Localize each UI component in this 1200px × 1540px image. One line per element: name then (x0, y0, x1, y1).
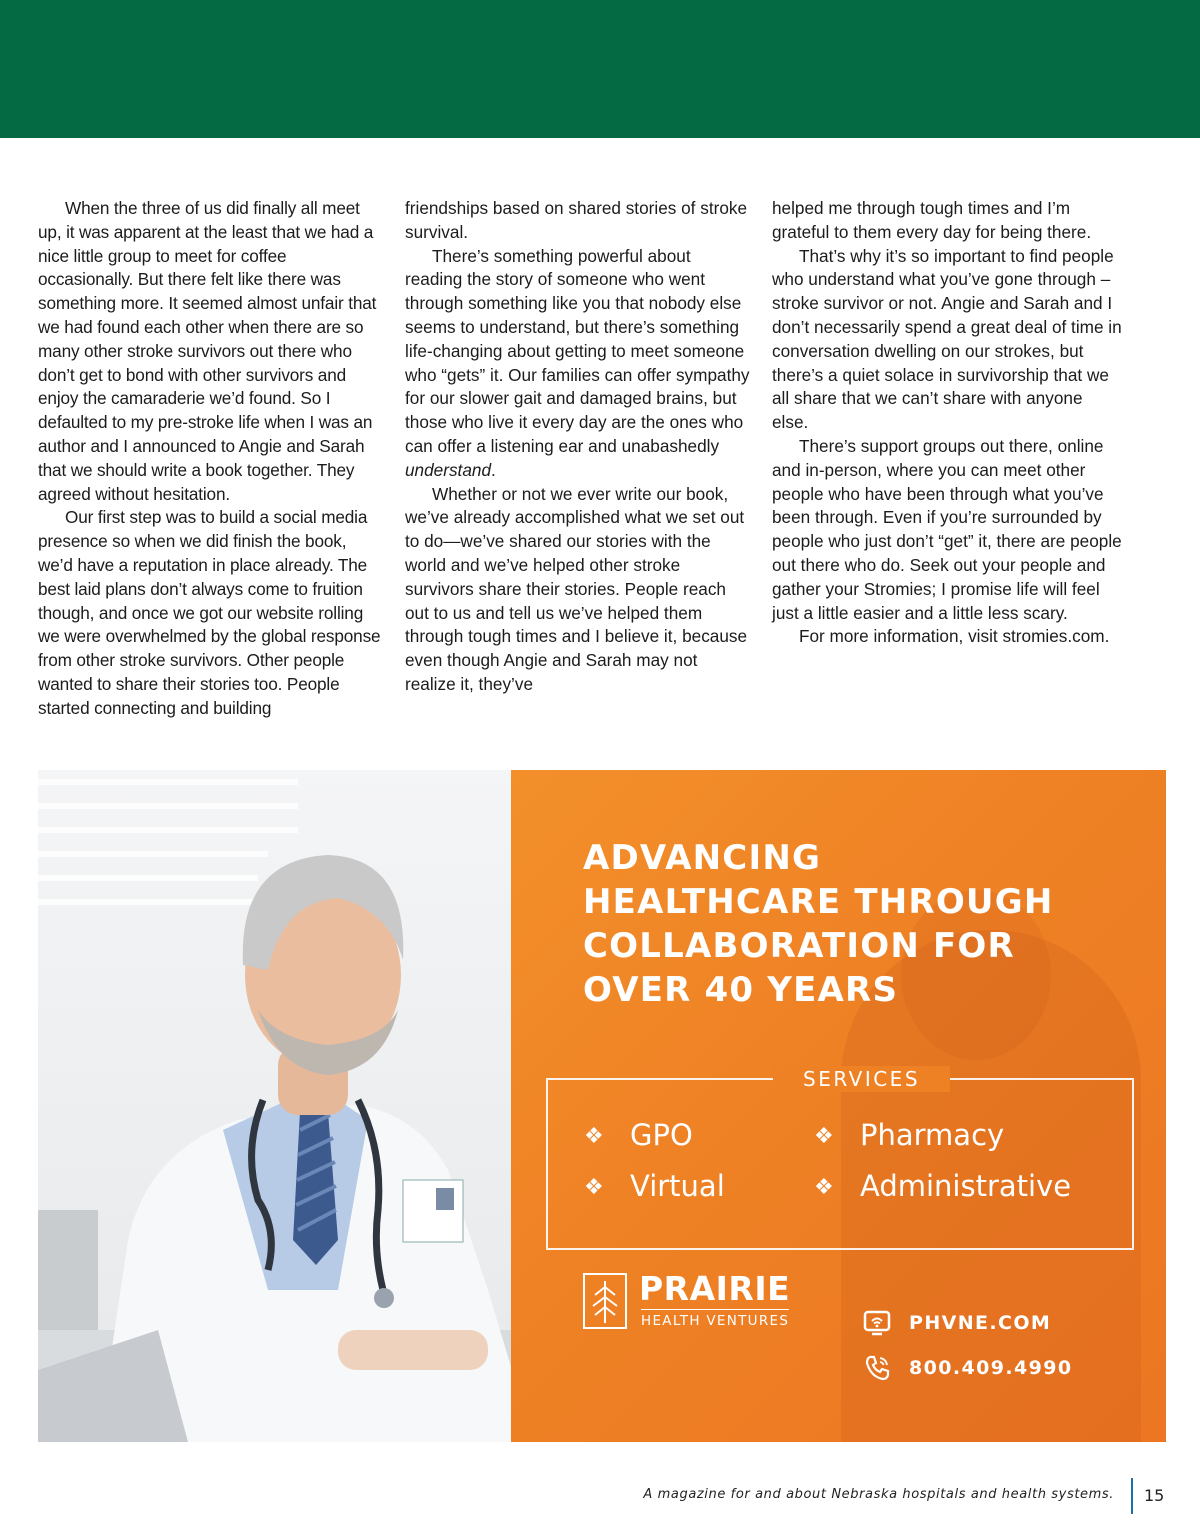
emphasized-word: understand (405, 459, 492, 480)
headline-line: COLLABORATION FOR (583, 926, 1015, 966)
headline-line: OVER 40 YEARS (583, 970, 899, 1010)
logo-name: PRAIRIE (639, 1269, 791, 1308)
paragraph: Whether or not we ever write our book, we’ve already accomplished what we set out to do—we’ve shared our stories with the world and we’ve helped other stroke survivors share their stories. People reach out to us and tell us we’ve helped them through tough times and I believe it, because even though Angie and Sarah may not realize it, they’ve (405, 483, 748, 694)
ad-headline (583, 836, 1143, 1012)
website-text[interactable]: PHVNE.COM (909, 1312, 1052, 1334)
logo-subtitle: HEALTH VENTURES (641, 1309, 789, 1329)
footer-tagline: A magazine for and about Nebraska hospitals and health systems. (643, 1487, 1114, 1502)
wheat-logo-icon (583, 1273, 627, 1329)
article-column-3 (772, 197, 1122, 649)
article-column-2 (405, 197, 750, 697)
headline-line: HEALTHCARE THROUGH (583, 882, 1054, 922)
service-label: GPO (630, 1118, 693, 1152)
header-band (0, 0, 1200, 138)
paragraph-text: There’s something powerful about reading the story of someone who went through something like you that nobody else seems to understand, but there’s something life-changing about getting to meet someone who “gets” it. Our families can offer sympathy for our slower gait and damaged brains, but those who live it every day are the ones who can offer a listening ear and unabashedly (405, 245, 750, 456)
article-body (38, 197, 1168, 732)
paragraph: Our first step was to build a social media presence so when we did finish the book, we’d have a reputation in place already. The best laid plans don’t always come to fruition though, and once we got our website rolling we were overwhelmed by the global response from other stroke survivors. Other people wanted to share their stories too. People started connecting and building (38, 507, 381, 718)
prairie-logo (583, 1269, 793, 1337)
diamond-bullet-icon: ❖ (584, 1175, 604, 1200)
page-number: 15 (1144, 1486, 1165, 1505)
page-footer (0, 1486, 1200, 1510)
services-box (546, 1067, 1134, 1250)
paragraph: When the three of us did finally all meet up, it was apparent at the least that we had a nice little group to meet for coffee occasionally. But there felt like there was something more. It seemed almost unfair that we had found each other when there are so many other stroke survivors out there who don’t get to bond with other survivors and enjoy the camaraderie we’d found. So I defaulted to my pre-stroke life when I was an author and I announced to Angie and Sarah that we should write a book together. They agreed without hesitation. (38, 198, 377, 504)
headline-line: ADVANCING (583, 838, 822, 878)
footer-divider (1131, 1478, 1133, 1514)
article-column-1 (38, 197, 382, 721)
service-item-virtual (584, 1169, 725, 1205)
paragraph: There’s support groups out there, online and in-person, where you can meet other people who have been through what you’ve been through. Even if you’re surrounded by people who just don’t “get” it, there are people out there who do. Seek out your people and gather your Stromies; I promise life will feel just a little easier and a little less scary. (772, 435, 1122, 623)
diamond-bullet-icon: ❖ (584, 1124, 604, 1149)
paragraph-end: . (491, 459, 496, 480)
phone-text[interactable]: 800.409.4990 (909, 1357, 1073, 1379)
doctor-illustration (38, 770, 512, 1442)
service-item-administrative (814, 1169, 1071, 1205)
diamond-bullet-icon: ❖ (814, 1124, 834, 1149)
services-title: SERVICES (773, 1066, 950, 1092)
service-label: Administrative (860, 1169, 1072, 1203)
service-label: Virtual (630, 1169, 725, 1203)
paragraph: That’s why it’s so important to find people who understand what you’ve gone through – stroke survivor or not. Angie and Sarah and I don’t necessarily spend a great deal of time in conversation dwelling on our strokes, but there’s a quiet solace in survivorship that we all share that we can’t share with anyone else. (772, 245, 1122, 433)
doctor-photo (38, 770, 512, 1442)
phone-icon (863, 1354, 891, 1382)
ad-panel (511, 770, 1166, 1442)
service-item-pharmacy (814, 1118, 1004, 1154)
paragraph: helped me through tough times and I’m grateful to them every day for being there. (772, 198, 1092, 242)
paragraph (405, 245, 750, 483)
service-label: Pharmacy (860, 1118, 1005, 1152)
paragraph: For more information, visit stromies.com. (799, 626, 1110, 647)
diamond-bullet-icon: ❖ (814, 1175, 834, 1200)
advertisement (38, 770, 1166, 1442)
service-item-gpo (584, 1118, 693, 1154)
monitor-wifi-icon (863, 1309, 891, 1337)
paragraph: friendships based on shared stories of stroke survival. (405, 198, 748, 242)
